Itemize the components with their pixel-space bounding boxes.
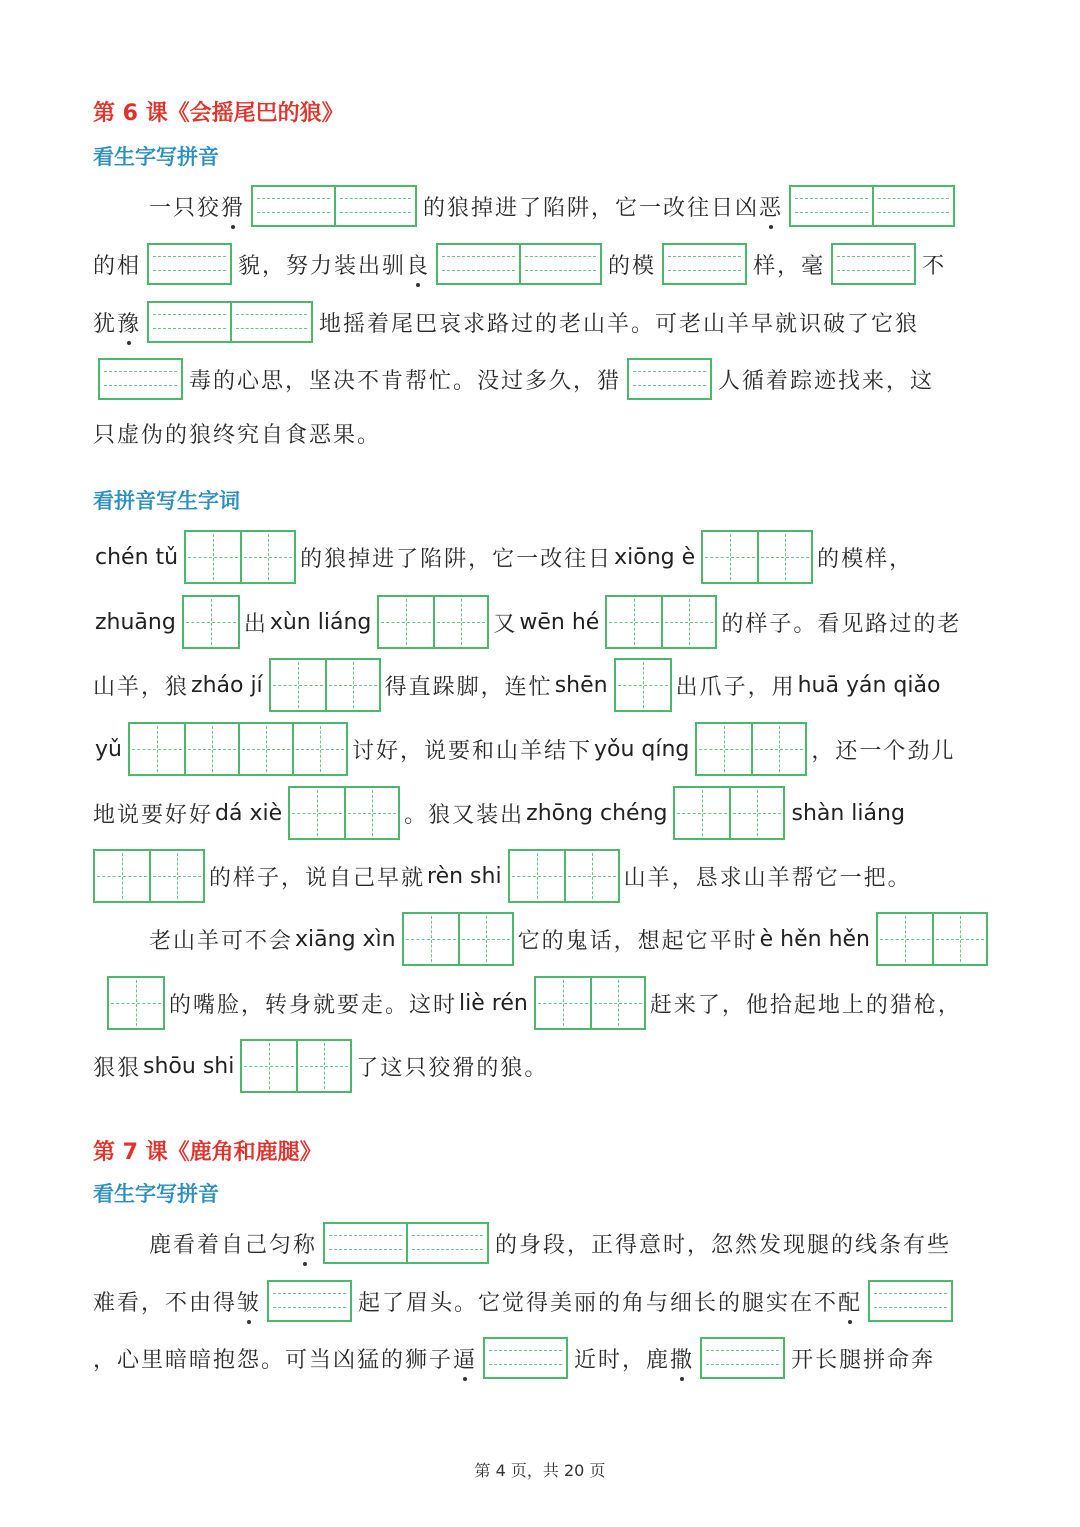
char-answer-grid[interactable]	[701, 530, 813, 584]
char-answer-grid[interactable]	[182, 595, 240, 649]
pinyin-text: zháo jí	[191, 672, 263, 698]
text: 老山羊可不会	[149, 928, 294, 954]
text: 一只狡	[149, 195, 222, 221]
lesson-6-title: 第 6 课《会摇尾巴的狼》	[93, 101, 344, 126]
pinyin-answer-box[interactable]	[436, 243, 602, 285]
passage-line	[93, 185, 993, 227]
text: 得直跺脚，连忙	[384, 674, 553, 700]
pinyin-answer-box[interactable]	[483, 1337, 568, 1379]
pinyin-text: shōu shi	[143, 1053, 235, 1079]
passage-line	[93, 358, 993, 400]
passage-line	[93, 722, 993, 776]
char-answer-grid[interactable]	[508, 849, 620, 903]
text: 地摇着尾巴哀求路过的老山羊。可老山羊早就识破了它狼	[319, 311, 920, 337]
pinyin-text: shēn	[554, 672, 608, 698]
passage-line	[93, 786, 993, 840]
text: 的模	[608, 253, 657, 279]
passage-line	[93, 1039, 993, 1093]
pinyin-text: yǒu qíng	[593, 736, 690, 762]
passage-line	[93, 1337, 993, 1379]
text: 的狼掉进了陷阱，它一改往日	[300, 546, 613, 572]
pinyin-text: shàn liáng	[791, 800, 905, 826]
text: ，心里暗暗抱怨。可当凶猛的狮子	[93, 1347, 454, 1373]
dotted-char: 称	[293, 1228, 317, 1259]
pinyin-text: zhōng chéng	[526, 800, 668, 826]
pinyin-answer-box[interactable]	[98, 358, 183, 400]
char-answer-grid[interactable]	[128, 722, 348, 776]
char-answer-grid[interactable]	[614, 658, 672, 712]
pinyin-text: xiāng xìn	[295, 926, 396, 952]
pinyin-text: rèn shi	[427, 863, 502, 889]
text: 的狼掉进了陷阱，它一改往日凶	[423, 195, 760, 221]
text: 出爪子，用	[675, 674, 796, 700]
pinyin-text: wēn hé	[519, 609, 600, 635]
char-answer-grid[interactable]	[402, 912, 514, 966]
passage-line	[93, 849, 993, 903]
text: 近时，鹿	[574, 1347, 671, 1373]
pinyin-answer-box[interactable]	[789, 185, 955, 227]
char-answer-grid[interactable]	[534, 976, 646, 1030]
passage-line	[93, 243, 993, 285]
text: 的身段，正得意时，忽然发现腿的线条有些	[495, 1232, 952, 1258]
dotted-char: 撒	[670, 1343, 694, 1374]
pinyin-text: xùn liáng	[269, 609, 372, 635]
char-answer-grid[interactable]	[288, 786, 400, 840]
pinyin-answer-box[interactable]	[831, 243, 916, 285]
text: 出	[243, 611, 268, 637]
text: 了这只狡猾的狼。	[356, 1055, 549, 1081]
char-answer-grid[interactable]	[876, 912, 988, 966]
pinyin-answer-box[interactable]	[267, 1280, 352, 1322]
text: ，还一个劲儿	[811, 738, 956, 764]
char-answer-grid[interactable]	[605, 595, 717, 649]
dotted-char: 皱	[237, 1286, 261, 1317]
text: 的相	[93, 253, 142, 279]
text: 。狼又装出	[404, 802, 525, 828]
passage-line	[93, 301, 993, 343]
dotted-char: 恶	[759, 191, 783, 222]
text: 地说要好好	[93, 802, 214, 828]
pinyin-text: yǔ	[95, 736, 122, 762]
text: 的嘴脸，转身就要走。这时	[169, 992, 458, 1018]
dotted-char: 豫	[117, 307, 141, 338]
passage-line	[93, 976, 993, 1030]
lesson-7-section-write-pinyin: 看生字写拼音	[93, 1182, 219, 1206]
text: 赶来了，他拾起地上的猎枪，	[649, 992, 962, 1018]
text: 山羊，恳求山羊帮它一把。	[623, 865, 912, 891]
text: 不	[922, 253, 947, 279]
text: 难看，不由得	[93, 1290, 238, 1316]
lesson-7-title: 第 7 课《鹿角和鹿腿》	[93, 1140, 322, 1165]
pinyin-answer-box[interactable]	[251, 185, 417, 227]
passage-line	[93, 1280, 993, 1322]
pinyin-answer-box[interactable]	[868, 1280, 953, 1322]
page-number: 第 4 页，共 20 页	[474, 1461, 606, 1480]
text: 样，毫	[753, 253, 826, 279]
dotted-char: 逼	[453, 1343, 477, 1374]
pinyin-answer-box[interactable]	[147, 301, 313, 343]
char-answer-grid[interactable]	[377, 595, 489, 649]
text: 的模样，	[817, 546, 914, 572]
text: 鹿看着自己匀	[149, 1232, 294, 1258]
char-answer-grid[interactable]	[240, 1039, 352, 1093]
passage-line	[93, 1222, 993, 1264]
pinyin-answer-box[interactable]	[700, 1337, 785, 1379]
lesson-6-section-write-chars: 看拼音写生字词	[93, 489, 240, 513]
pinyin-text: liè rén	[459, 990, 528, 1016]
pinyin-answer-box[interactable]	[147, 243, 232, 285]
char-answer-grid[interactable]	[107, 976, 165, 1030]
dotted-char: 良	[406, 249, 430, 280]
text: 的样子，说自己早就	[209, 865, 426, 891]
char-answer-grid[interactable]	[269, 658, 381, 712]
passage-line	[93, 912, 993, 966]
pinyin-text: zhuāng	[95, 609, 176, 635]
pinyin-answer-box[interactable]	[323, 1222, 489, 1264]
pinyin-text: chén tǔ	[95, 544, 179, 570]
passage-line	[93, 418, 993, 449]
text: 犹	[93, 311, 118, 337]
pinyin-text: huā yán qiǎo	[797, 672, 941, 698]
text: 的样子。看见路过的老	[721, 611, 962, 637]
text: 只虚伪的狼终究自食恶果。	[93, 423, 382, 448]
dotted-char: 猾	[221, 191, 245, 222]
text: 它的鬼话，想起它平时	[517, 928, 758, 954]
char-answer-grid[interactable]	[673, 786, 785, 840]
pinyin-text: è hěn hěn	[759, 926, 870, 952]
pinyin-answer-box[interactable]	[627, 358, 712, 400]
text: 貌，努力装出驯	[238, 253, 407, 279]
text: 毒的心思，坚决不肯帮忙。没过多久，猎	[189, 368, 622, 394]
passage-line	[93, 658, 993, 712]
lesson-6-section-write-pinyin: 看生字写拼音	[93, 145, 219, 169]
pinyin-answer-box[interactable]	[662, 243, 747, 285]
text: 狠狠	[93, 1055, 142, 1081]
text: 开长腿拼命奔	[791, 1347, 936, 1373]
char-answer-grid[interactable]	[695, 722, 807, 776]
text: 起了眉头。它觉得美丽的角与细长的腿实在不	[358, 1290, 839, 1316]
text: 人循着踪迹找来，这	[718, 368, 935, 394]
text: 讨好，说要和山羊结下	[351, 738, 592, 764]
char-answer-grid[interactable]	[93, 849, 205, 903]
pinyin-text: xiōng è	[614, 544, 696, 570]
dotted-char: 配	[838, 1286, 862, 1317]
text: 山羊，狼	[93, 674, 190, 700]
passage-line	[93, 595, 993, 649]
char-answer-grid[interactable]	[184, 530, 296, 584]
text: 又	[493, 611, 518, 637]
passage-line	[93, 530, 993, 584]
pinyin-text: dá xiè	[215, 800, 283, 826]
